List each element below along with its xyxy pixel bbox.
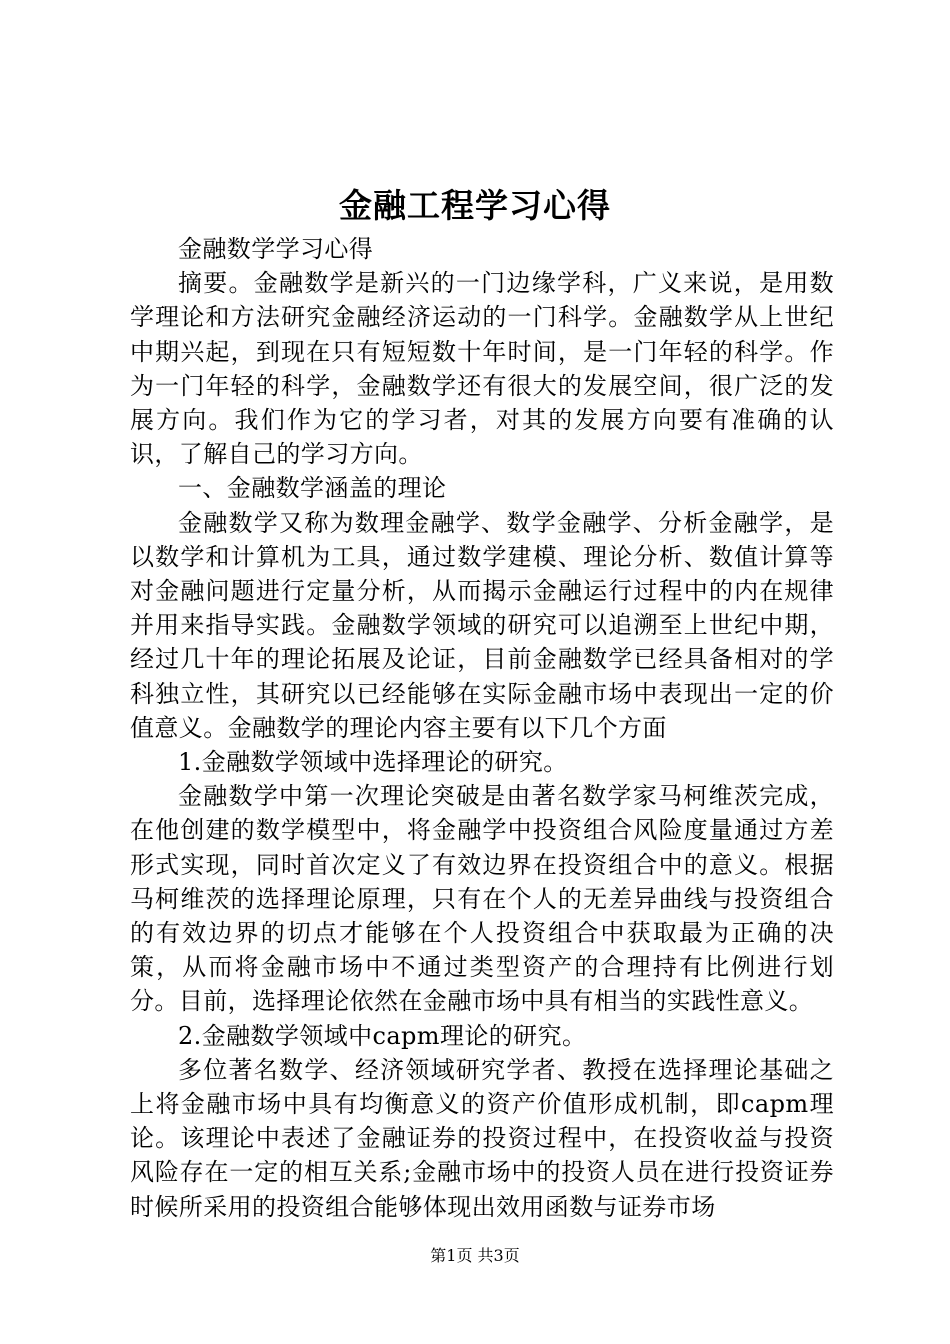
paragraph-capm-theory: 多位著名数学、经济领域研究学者、教授在选择理论基础之上将金融市场中具有均衡意义的资产价值形成机制，即capm理论。该理论中表述了金融证券的投资过程中，在投资收益与投资风险存在一定的相互关系;金融市场中的投资人员在进行投资证券时候所采用的投资组合能够体现出效用函数与证券市场 [130,1055,834,1221]
page-footer: 第1页 共3页 [430,1246,520,1265]
document-title: 金融工程学习心得 [339,186,611,225]
subsection-heading-2: 2.金融数学领域中capm理论的研究。 [178,1021,587,1050]
paragraph-abstract: 摘要。金融数学是新兴的一门边缘学科，广义来说，是用数学理论和方法研究金融经济运动的一门科学。金融数学从上世纪中期兴起，到现在只有短短数十年时间，是一门年轻的科学。作为一门年轻的科学，金融数学还有很大的发展空间，很广泛的发展方向。我们作为它的学习者，对其的发展方向要有准确的认识，了解自己的学习方向。 [130,269,834,469]
subsection-heading-1: 1.金融数学领域中选择理论的研究。 [178,748,568,777]
paragraph-selection-theory: 金融数学中第一次理论突破是由著名数学家马柯维茨完成，在他创建的数学模型中，将金融学中投资组合风险度量通过方差形式实现，同时首次定义了有效边界在投资组合中的意义。根据马柯维茨的选择理论原理，只有在个人的无差异曲线与投资组合的有效边界的切点才能够在个人投资组合中获取最为正确的决策，从而将金融市场中不通过类型资产的合理持有比例进行划分。目前，选择理论依然在金融市场中具有相当的实践性意义。 [130,782,834,1016]
paragraph-subtitle: 金融数学学习心得 [178,235,374,263]
paragraph-definition: 金融数学又称为数理金融学、数学金融学、分析金融学，是以数学和计算机为工具，通过数学建模、理论分析、数值计算等对金融问题进行定量分析，从而揭示金融运行过程中的内在规律并用来指导实践。金融数学领域的研究可以追溯至上世纪中期，经过几十年的理论拓展及论证，目前金融数学已经具备相对的学科独立性，其研究以已经能够在实际金融市场中表现出一定的价值意义。金融数学的理论内容主要有以下几个方面 [130,508,834,742]
document-body [130,232,834,1224]
section-heading-1: 一、金融数学涵盖的理论 [178,474,447,503]
